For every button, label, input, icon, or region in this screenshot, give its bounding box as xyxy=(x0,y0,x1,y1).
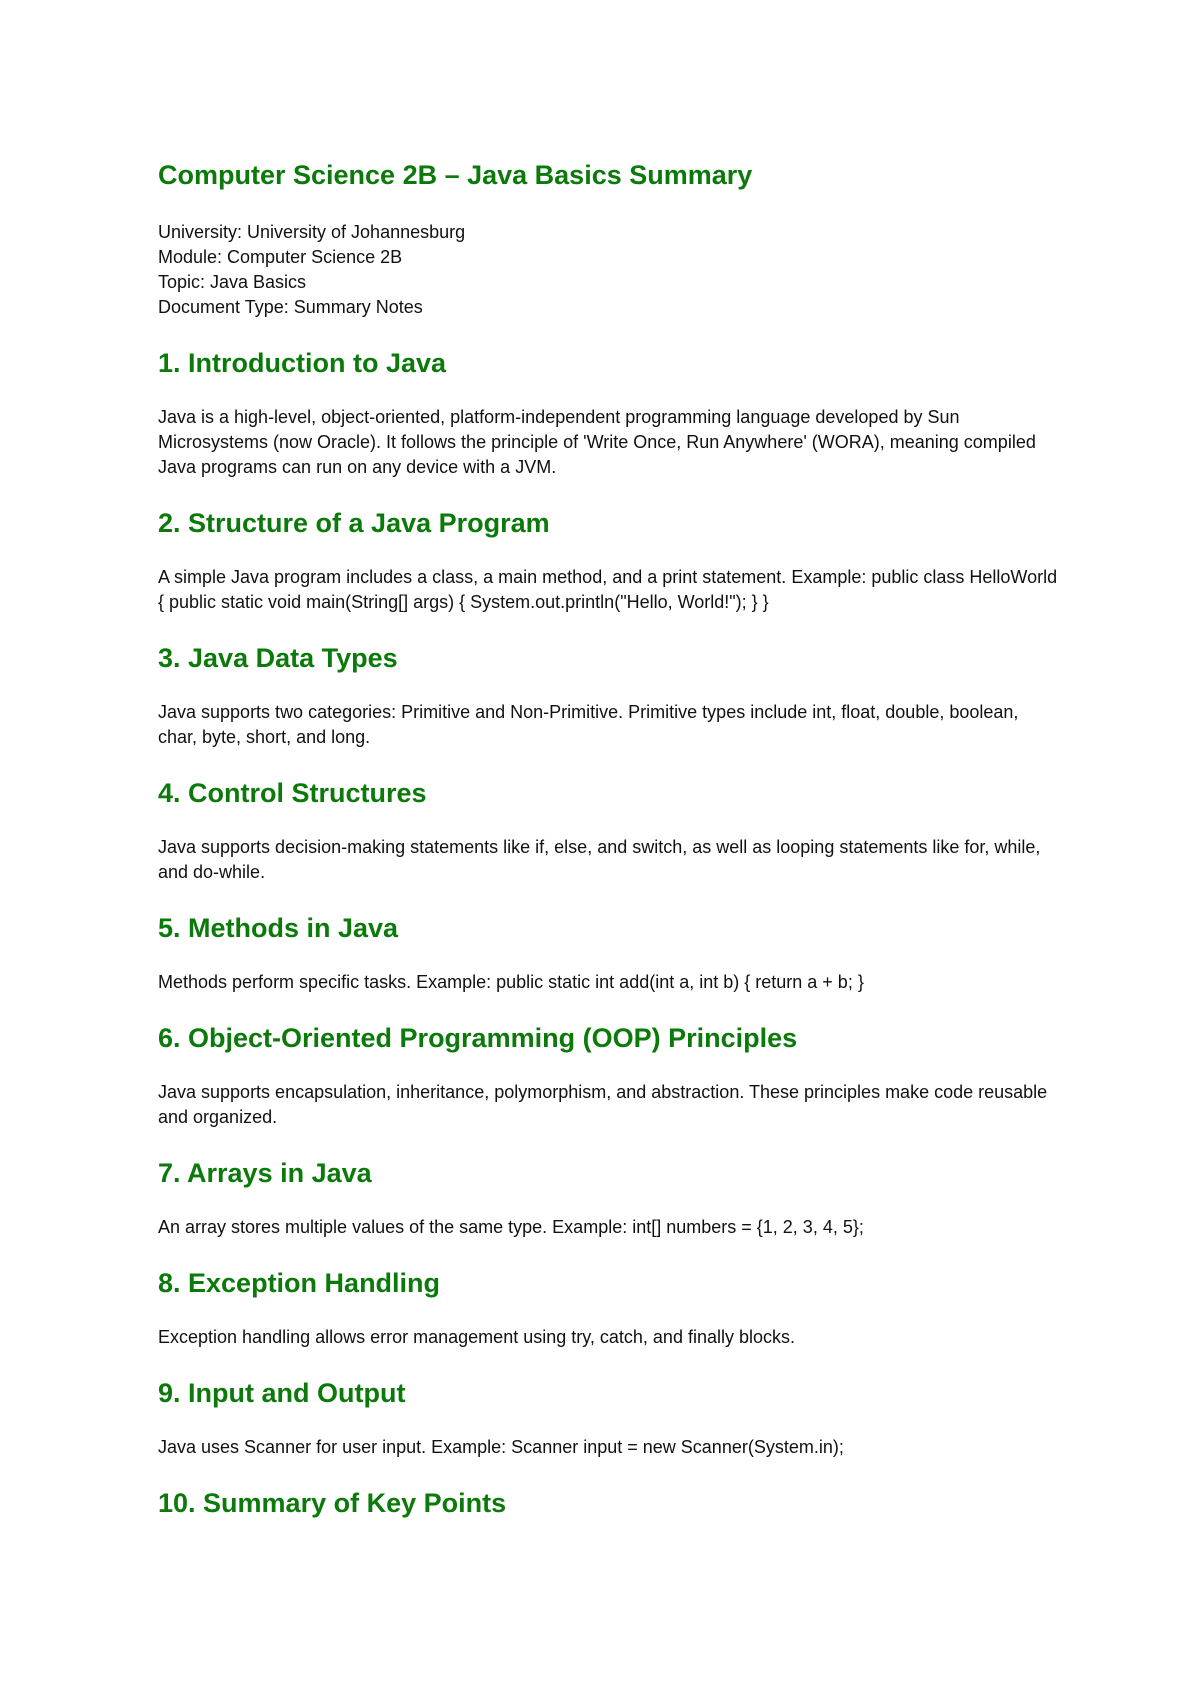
section-heading: 10. Summary of Key Points xyxy=(158,1488,507,1518)
section-oop-principles xyxy=(158,1021,1058,1130)
section-heading: 2. Structure of a Java Program xyxy=(158,508,550,538)
section-arrays xyxy=(158,1156,1058,1240)
section-heading: 1. Introduction to Java xyxy=(158,348,447,378)
section-body: Exception handling allows error management using try, catch, and finally blocks. xyxy=(158,1327,795,1347)
section-introduction xyxy=(158,346,1058,480)
section-heading: 5. Methods in Java xyxy=(158,913,399,943)
section-body: An array stores multiple values of the same type. Example: int[] numbers = {1, 2, 3, 4, 5}; xyxy=(158,1217,864,1237)
section-heading: 3. Java Data Types xyxy=(158,643,398,673)
section-input-output xyxy=(158,1376,1058,1460)
section-heading: 8. Exception Handling xyxy=(158,1268,441,1298)
document-title: Computer Science 2B – Java Basics Summary xyxy=(158,160,753,190)
section-heading: 6. Object-Oriented Programming (OOP) Principles xyxy=(158,1023,798,1053)
meta-document-type: Document Type: Summary Notes xyxy=(158,297,423,317)
section-body: Java uses Scanner for user input. Example: Scanner input = new Scanner(System.in); xyxy=(158,1437,844,1457)
section-heading: 9. Input and Output xyxy=(158,1378,406,1408)
meta-module: Module: Computer Science 2B xyxy=(158,247,403,267)
section-body: Java supports decision-making statements like if, else, and switch, as well as looping statements like for, while, and do-while. xyxy=(158,837,1041,882)
section-body: Methods perform specific tasks. Example: public static int add(int a, int b) { return a + b; } xyxy=(158,972,864,992)
section-summary xyxy=(158,1486,1058,1520)
section-body: Java is a high-level, object-oriented, platform-independent programming language developed by Sun Microsystems (now Oracle). It follows the principle of 'Write Once, Run Anywhere' (WORA), meaning compiled Java programs can run on any device with a JVM. xyxy=(158,407,1036,477)
document-metadata xyxy=(158,220,1058,320)
section-body: Java supports encapsulation, inheritance, polymorphism, and abstraction. These principles make code reusable and organized. xyxy=(158,1082,1048,1127)
section-methods xyxy=(158,911,1058,995)
section-body: A simple Java program includes a class, a main method, and a print statement. Example: public class HelloWorld { public static void main(String[] args) { System.out.println("Hello, World!"); } } xyxy=(158,567,1058,612)
section-program-structure xyxy=(158,506,1058,615)
section-exception-handling xyxy=(158,1266,1058,1350)
document-page xyxy=(158,158,1058,1545)
section-heading: 4. Control Structures xyxy=(158,778,427,808)
section-body: Java supports two categories: Primitive and Non-Primitive. Primitive types include int, float, double, boolean, char, byte, short, and long. xyxy=(158,702,1019,747)
meta-topic: Topic: Java Basics xyxy=(158,272,307,292)
section-data-types xyxy=(158,641,1058,750)
section-heading: 7. Arrays in Java xyxy=(158,1158,372,1188)
meta-university: University: University of Johannesburg xyxy=(158,222,466,242)
section-control-structures xyxy=(158,776,1058,885)
